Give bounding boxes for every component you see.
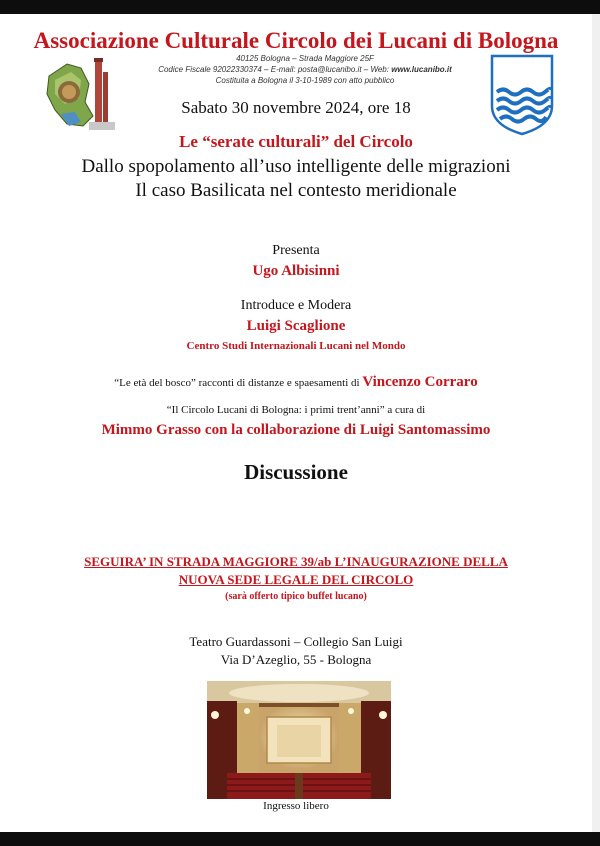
founded-line: Costituita a Bologna il 3-10-1989 con atto pubblico [215, 76, 395, 85]
address-line: 40125 Bologna – Strada Maggiore 25F [236, 54, 374, 63]
event-date: Sabato 30 novembre 2024, ore 18 [181, 98, 411, 117]
series-title: Le “serate culturali” del Circolo [179, 132, 413, 151]
discussion-heading: Discussione [244, 460, 348, 484]
entrance-note: Ingresso libero [263, 800, 329, 812]
venue-address: Via D’Azeglio, 55 - Bologna [220, 652, 372, 667]
venue-name: Teatro Guardassoni – Collegio San Luigi [189, 634, 403, 649]
book-1-text: “Le età del bosco” racconti di distanze e spaesamenti di [114, 377, 363, 389]
top-bar [0, 0, 600, 14]
headline-line-2: Il caso Basilicata nel contesto meridionale [135, 180, 457, 201]
contacts-line [120, 65, 490, 75]
basilicata-coat-of-arms-icon [490, 54, 554, 136]
book-1-author: Vincenzo Corraro [362, 374, 478, 390]
book-1-line [0, 374, 592, 391]
presenter-name: Ugo Albisinni [252, 263, 340, 279]
bottom-bar [0, 832, 600, 846]
buffet-note: (sarà offerto tipico buffet lucano) [225, 591, 367, 602]
book-2-authors: Mimmo Grasso con la collaborazione di Luigi Santomassimo [101, 422, 491, 438]
poster [0, 14, 592, 832]
presenta-label: Presenta [272, 243, 320, 258]
book-2-line: “Il Circolo Lucani di Bologna: i primi trent’anni” a cura di [166, 404, 426, 416]
right-edge [592, 14, 600, 832]
association-title: Associazione Culturale Circolo dei Lucani di Bologna [33, 28, 559, 53]
website-link[interactable]: www.lucanibo.it [391, 65, 452, 74]
moderator-name: Luigi Scaglione [246, 318, 346, 334]
moderator-label: Introduce e Modera [240, 298, 352, 313]
circolo-logo-icon [41, 54, 117, 134]
theatre-photo [207, 681, 391, 799]
inauguration-line-2: NUOVA SEDE LEGALE DEL CIRCOLO [178, 572, 414, 587]
moderator-organization: Centro Studi Internazionali Lucani nel Mondo [186, 340, 406, 352]
contacts-text: Codice Fiscale 92022330374 – E-mail: posta@lucanibo.it – Web: [158, 65, 392, 74]
headline-line-1: Dallo spopolamento all’uso intelligente delle migrazioni [81, 156, 511, 177]
inauguration-line-1: SEGUIRA’ IN STRADA MAGGIORE 39/ab L’INAUGURAZIONE DELLA [84, 554, 508, 569]
